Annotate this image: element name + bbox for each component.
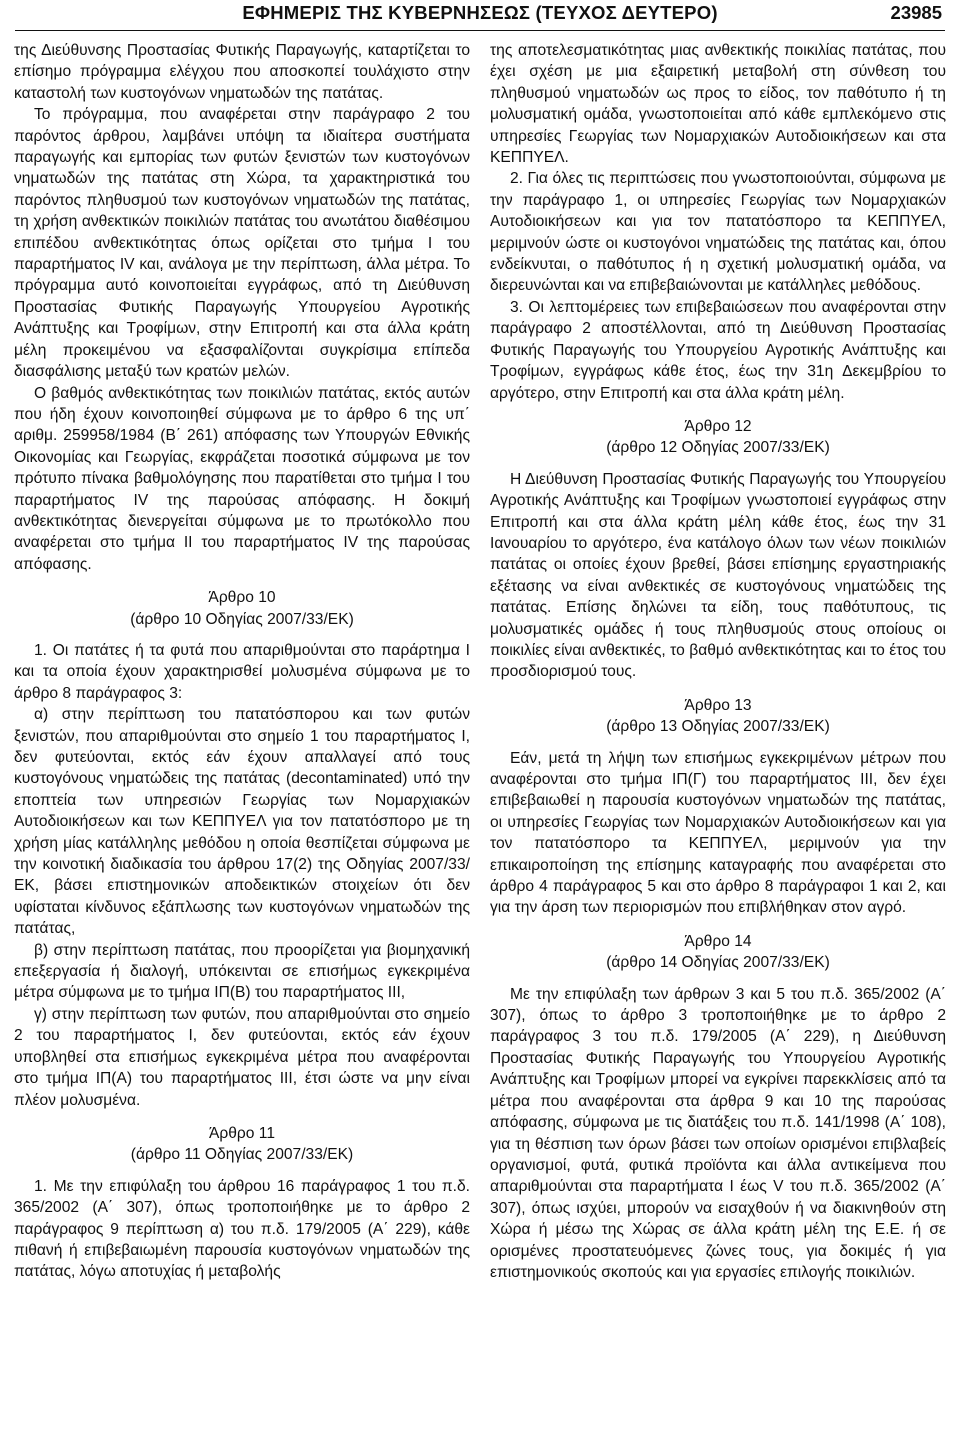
paragraph: Με την επιφύλαξη των άρθρων 3 και 5 του π.δ. 365/2002 (Α΄ 307), όπως το άρθρο 3 τροποποιήθηκε με το άρθρο 2 παράγραφος 3 του π.δ. 179/2005 (Α΄ 229), η Διεύθυνση Προστασίας Φυτικής Παραγωγής του Υπουργείου Αγροτικής Ανάπτυξης και Τροφίμων μπορεί να εγκρίνει παρεκκλίσεις από τα μέτρα που αναφέρονται στα άρθρα 9 και 10 της παρούσας απόφασης, σύμφωνα με τις διατάξεις του π.δ. 141/1998 (Α΄ 108), για τη θέσπιση των όρων βάσει των οποίων ορισμένοι επιβλαβείς οργανισμοί, φυτά, φυτικά προϊόντα και άλλα αντικείμενα που απαριθμούνται στα παραρτήματα I έως V του π.δ. 365/2002 (Α΄ 307), όπως ισχύει, μπορούν να εισαχθούν ή να διακινηθούν στη Χώρα ή μέσω της Χώρας σε άλλα κράτη μέλη της Ε.Ε. ή σε ορισμένες προστατευόμενες ζώνες τους, για δοκιμές ή για επιστημονικούς σκοπούς και για εργασίες επιλογής ποικιλιών. xyxy=(490,985,946,1281)
article-14-title: Άρθρο 14 xyxy=(684,932,752,950)
page-number: 23985 xyxy=(890,2,942,23)
paragraph: Η Διεύθυνση Προστασίας Φυτικής Παραγωγής του Υπουργείου Αγροτικής Ανάπτυξης και Τροφίμων γνωστοποιεί εγγράφως στην Επιτροπή και στα άλλα κράτη μέλη κάθε έτος, έως την 31 Ιανουαρίου το αργότερο, ένα κατάλογο όλων των νέων ποικιλιών πατάτας οι οποίες έχουν βρεθεί, βάσει επίσημης εργαστηριακής εξέτασης να είναι ανθεκτικές σε κυστογόνους νηματώδεις της πατάτας. Επίσης δηλώνει τα είδη, τους παθότυπους, τις μολυσματικές ομάδες ή τους πληθυσμούς στους οποίους οι ποικιλίες είναι ανθεκτικές, το βαθμό ανθεκτικότητας και το έτος του προσδιορισμού τους. xyxy=(490,470,946,681)
paragraph: 1. Οι πατάτες ή τα φυτά που απαριθμούνται στο παράρτημα I και τα οποία έχουν χαρακτηρισθεί μολυσμένα σύμφωνα με το άρθρο 8 παράγραφος 3: xyxy=(14,641,470,702)
paragraph: α) στην περίπτωση του πατατόσπορου και των φυτών ξενιστών, που απαριθμούνται στο σημείο 1 του παραρτήματος I, δεν φυτεύονται, εκτός εάν έχουν απαλλαγεί από τους κυστογόνους νηματώδεις της πατάτας (decontaminated) υπό την εποπτεία των υπηρεσιών Γεωργίας των Νομαρχιακών Αυτοδιοικήσεων και των ΚΕΠΠΥΕΛ για τον πατατόσπορο με τη χρήση μίας κατάλληλης μεθόδου η οποία θεσπίζεται σύμφωνα με την κοινοτική διαδικασία του άρθρου 17(2) της Οδηγίας 2007/33/ΕΚ, βάσει επιστημονικών αποδεικτικών στοιχείων ότι δεν υφίσταται κίνδυνος εξάπλωσης των κυστογόνων νηματωδών της πατάτας, xyxy=(14,706,470,938)
paragraph: Το πρόγραμμα, που αναφέρεται στην παράγραφο 2 του παρόντος άρθρου, λαμβάνει υπόψη τα ιδιαίτερα συστήματα παραγωγής και εμπορίας των φυτών ξενιστών των κυστογόνων νηματωδών της πατάτας στη Χώρα, τα χαρακτηριστικά του παρόντος πληθυσμού των κυστογόνων νηματωδών της πατάτας, τη χρήση ανθεκτικών ποικιλιών πατάτας του ανωτάτου διαθέσιμου επιπέδου ανθεκτικότητας όπως ορίζεται στο τμήμα I του παραρτήματος IV και, ανάλογα με την περίπτωση, άλλα μέτρα. Το πρόγραμμα αυτό κοινοποιείται εγγράφως, από τη Διεύθυνση Προστασίας Φυτικής Παραγωγής Υπουργείου Αγροτικής Ανάπτυξης και Τροφίμων, στην Επιτροπή και στα άλλα κράτη μέλη προκειμένου να εξασφαλίζονται συγκρίσιμα επίπεδα διασφάλισης μεταξύ των κρατών μελών. xyxy=(14,106,470,381)
header-divider xyxy=(15,30,945,31)
article-14-subtitle: (άρθρο 14 Οδηγίας 2007/33/ΕΚ) xyxy=(606,954,830,972)
paragraph: 1. Με την επιφύλαξη του άρθρου 16 παράγραφος 1 του π.δ. 365/2002 (Α΄ 307), όπως τροποποιήθηκε με το άρθρο 2 παράγραφος 9 περίπτωση α) του π.δ. 179/2005 (Α΄ 229), κάθε πιθανή ή επιβεβαιωμένη παρουσία κυστογόνων νηματωδών της πατάτας, λόγω αποτυχίας ή μεταβολής xyxy=(14,1177,470,1281)
gazette-title: ΕΦΗΜΕΡΙΣ ΤΗΣ ΚΥΒΕΡΝΗΣΕΩΣ (ΤΕΥΧΟΣ ΔΕΥΤΕΡΟ) xyxy=(242,2,718,23)
paragraph: Ο βαθμός ανθεκτικότητας των ποικιλιών πατάτας, εκτός αυτών που ήδη έχουν κοινοποιηθεί σύμφωνα με το άρθρο 6 της υπ΄ αριθμ. 259958/1984 (Β΄ 261) απόφασης των Υπουργών Εθνικής Οικονομίας και Γεωργίας, εκφράζεται ποσοτικά σύμφωνα με τον πρότυπο πίνακα βαθμολόγησης που παρατίθεται στο τμήμα I του παραρτήματος IV της παρούσας απόφασης. Η δοκιμή ανθεκτικότητας διενεργείται σύμφωνα με το πρωτόκολλο που αναφέρεται στο τμήμα II του παραρτήματος IV της παρούσας απόφασης. xyxy=(14,384,470,573)
paragraph: γ) στην περίπτωση των φυτών, που απαριθμούνται στο σημείο 2 του παραρτήματος I, δεν φυτεύονται, εκτός εάν έχουν υποβληθεί στα επισήμως εγκεκριμένα μέτρα που αναφέρονται στο τμήμα IΠ(Α) του παραρτήματος III, έτσι ώστε να μην είναι πλέον μολυσμένα. xyxy=(14,1005,470,1109)
article-10-subtitle: (άρθρο 10 Οδηγίας 2007/33/ΕΚ) xyxy=(130,610,354,628)
article-12-title: Άρθρο 12 xyxy=(684,417,752,435)
paragraph: της Διεύθυνσης Προστασίας Φυτικής Παραγωγής, καταρτίζεται το επίσημο πρόγραμμα ελέγχου που αποσκοπεί τουλάχιστο στην καταστολή των κυστογόνων νηματωδών της πατάτας. xyxy=(14,42,470,102)
article-10-title: Άρθρο 10 xyxy=(208,589,276,607)
paragraph: β) στην περίπτωση πατάτας, που προορίζεται για βιομηχανική επεξεργασία ή διαλογή, υπόκεινται σε επισήμως εγκεκριμένα μέτρα σύμφωνα με το τμήμα IΠ(Β) του παραρτήματος III, xyxy=(14,941,470,1002)
right-column xyxy=(490,40,946,1283)
paragraph: της αποτελεσματικότητας μιας ανθεκτικής ποικιλίας πατάτας, που έχει σχέση με μια εξαιρετική μεταβολή στη σύνθεση του πληθυσμού νηματωδών ως προς το είδος, τον παθότυπο ή τη μολυσματική ομάδα, γνωστοποιείται από κάθε εμπλεκόμενο στις υπηρεσίες Γεωργίας των Νομαρχιακών Αυτοδιοικήσεων και στα ΚΕΠΠΥΕΛ. xyxy=(490,42,946,167)
paragraph: Εάν, μετά τη λήψη των επισήμως εγκεκριμένων μέτρων που αναφέρονται στο τμήμα IΠ(Γ) του παραρτήματος III, δεν έχει επιβεβαιωθεί η παρουσία κυστογόνων νηματωδών της πατάτας, οι υπηρεσίες Γεωργίας των Νομαρχιακών Αυτοδιοικήσεων και για τον πατατόσπορο τα ΚΕΠΠΥΕΛ, μεριμνούν για την επικαιροποίηση της επίσημης καταγραφής που αναφέρεται στο άρθρο 4 παράγραφος 5 και στο άρθρο 8 παράγραφοι 1 και 2, και για την άρση των περιορισμών που επιβλήθηκαν στον αγρό. xyxy=(490,749,946,917)
article-11-title: Άρθρο 11 xyxy=(208,1124,275,1142)
page-header xyxy=(0,0,960,34)
article-13-title: Άρθρο 13 xyxy=(684,696,752,714)
article-11-subtitle: (άρθρο 11 Οδηγίας 2007/33/ΕΚ) xyxy=(130,1146,354,1164)
article-12-subtitle: (άρθρο 12 Οδηγίας 2007/33/ΕΚ) xyxy=(606,439,830,457)
left-column xyxy=(14,40,470,1283)
article-13-subtitle: (άρθρο 13 Οδηγίας 2007/33/ΕΚ) xyxy=(606,718,830,736)
paragraph: 3. Οι λεπτομέρειες των επιβεβαιώσεων που αναφέρονται στην παράγραφο 2 αποστέλλονται, από τη Διεύθυνση Προστασίας Φυτικής Παραγωγής του Υπουργείου Αγροτικής Ανάπτυξης και Τροφίμων, εγγράφως κάθε έτος, έως την 31η Δεκεμβρίου το αργότερο, στην Επιτροπή και στα άλλα κράτη μέλη. xyxy=(490,298,946,402)
paragraph: 2. Για όλες τις περιπτώσεις που γνωστοποιούνται, σύμφωνα με την παράγραφο 1, οι υπηρεσίες Γεωργίας των Νομαρχιακών Αυτοδιοικήσεων και για τον πατατόσπορο τα ΚΕΠΠΥΕΛ, μεριμνούν ώστε οι κυστογόνοι νηματώδεις της πατάτας και, όπου ενδείκνυται, ο παθότυπος ή η σχετική μολυσματική ομάδα, να διερευνώνται και να επιβεβαιώνονται με κατάλληλες μεθόδους. xyxy=(490,170,946,295)
